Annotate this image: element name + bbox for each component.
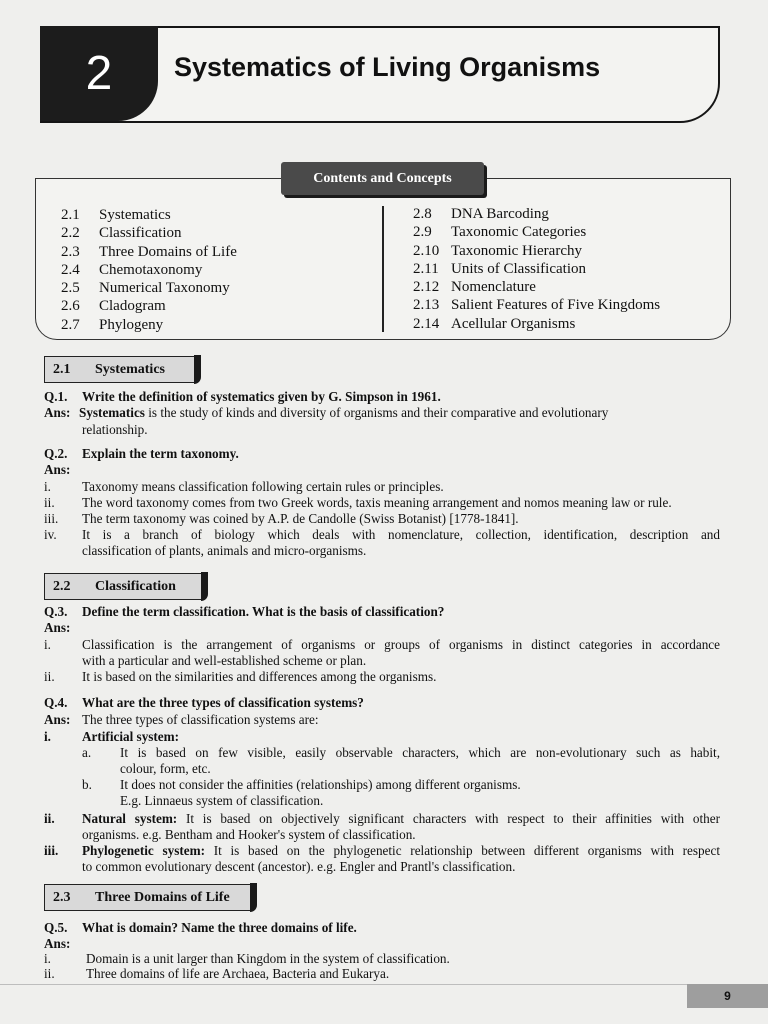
- list-item-cont: with a particular and well-established scheme or plan.: [82, 653, 367, 668]
- sub-item: It is based on few visible, easily observable characters, which are non-evolutionary such as habit,: [120, 745, 720, 760]
- list-num: iv.: [44, 527, 57, 542]
- list-num: iii.: [44, 843, 59, 858]
- natural-system-item-cont: organisms. e.g. Bentham and Hooker's system of classification.: [82, 827, 416, 842]
- section-heading-three-domains: 2.3 Three Domains of Life: [44, 884, 250, 911]
- list-num: ii.: [44, 495, 55, 510]
- contents-item[interactable]: 2.6 Cladogram: [61, 298, 166, 315]
- list-item: Domain is a unit larger than Kingdom in the system of classification.: [86, 951, 450, 966]
- list-num: iii.: [44, 511, 59, 526]
- contents-item[interactable]: 2.3 Three Domains of Life: [61, 243, 237, 260]
- list-num: ii.: [44, 966, 55, 981]
- section-heading-classification: 2.2 Classification: [44, 573, 201, 600]
- page-number: 9: [687, 984, 768, 1008]
- contents-item[interactable]: 2.5 Numerical Taxonomy: [61, 280, 230, 297]
- q2-ans-label: Ans:: [44, 462, 71, 477]
- phylogenetic-system-item: Phylogenetic system: It is based on the phylogenetic relationship between different organisms with respect: [82, 843, 720, 858]
- q5-label: Q.5.: [44, 920, 68, 935]
- q4-answer: The three types of classification systems are:: [82, 712, 319, 727]
- contents-left-list: [61, 206, 237, 334]
- sub-num: a.: [82, 745, 92, 760]
- list-item-cont: classification of plants, animals and micro-organisms.: [82, 543, 367, 558]
- natural-system-item: Natural system: It is based on objectively significant characters with respect to their affinities with other: [82, 811, 720, 826]
- contents-item[interactable]: 2.9 Taxonomic Categories: [413, 224, 587, 241]
- q3-question: Define the term classification. What is the basis of classification?: [82, 604, 445, 619]
- sub-item: It does not consider the affinities (relationships) among different organisms.: [120, 777, 521, 792]
- contents-item[interactable]: 2.1 Systematics: [61, 207, 171, 223]
- section-heading-systematics: 2.1 Systematics: [44, 356, 194, 383]
- list-num: i.: [44, 637, 51, 652]
- q1-answer-line2: relationship.: [82, 422, 148, 437]
- list-item: Classification is the arrangement of organisms or groups of organisms in distinct categories in accordance: [82, 637, 720, 652]
- list-item: It is based on the similarities and differences among the organisms.: [82, 669, 437, 684]
- q5-question: What is domain? Name the three domains of life.: [82, 920, 357, 935]
- list-item: The term taxonomy was coined by A.P. de Candolle (Swiss Botanist) [1778-1841].: [82, 511, 519, 526]
- contents-item[interactable]: 2.13 Salient Features of Five Kingdoms: [413, 297, 661, 314]
- chapter-number: 2: [40, 26, 158, 121]
- q1-answer: Systematics is the study of kinds and diversity of organisms and their comparative and evolutionary: [79, 405, 609, 420]
- list-num: i.: [44, 729, 51, 744]
- sub-item-cont: colour, form, etc.: [120, 761, 211, 776]
- list-num: ii.: [44, 811, 55, 826]
- q3-ans-label: Ans:: [44, 620, 71, 635]
- contents-item[interactable]: 2.8 DNA Barcoding: [413, 206, 549, 222]
- q1-ans-label: Ans:: [44, 405, 71, 420]
- footer-rule: [0, 984, 768, 985]
- list-num: i.: [44, 951, 51, 966]
- phylogenetic-system-item-cont: to common evolutionary descent (ancestor). e.g. Engler and Prantl's classification.: [82, 859, 516, 874]
- contents-item[interactable]: 2.11 Units of Classification: [413, 260, 586, 277]
- list-item: Three domains of life are Archaea, Bacteria and Eukarya.: [86, 966, 390, 981]
- list-num: ii.: [44, 669, 55, 684]
- chapter-title: Systematics of Living Organisms: [174, 52, 601, 82]
- q1-label: Q.1.: [44, 389, 68, 404]
- section-tab-cap: [250, 883, 257, 912]
- q4-label: Q.4.: [44, 695, 68, 710]
- q2-label: Q.2.: [44, 446, 68, 461]
- artificial-system-title: Artificial system:: [82, 729, 180, 744]
- list-item: Taxonomy means classification following certain rules or principles.: [82, 479, 444, 494]
- contents-item[interactable]: 2.4 Chemotaxonomy: [61, 261, 203, 278]
- contents-item[interactable]: 2.14 Acellular Organisms: [413, 315, 576, 332]
- contents-divider: [382, 206, 384, 332]
- sub-num: b.: [82, 777, 92, 792]
- section-tab-cap: [201, 572, 208, 601]
- contents-item[interactable]: 2.7 Phylogeny: [61, 316, 164, 333]
- contents-title: Contents and Concepts: [281, 162, 484, 195]
- contents-item[interactable]: 2.12 Nomenclature: [413, 279, 536, 296]
- q4-ans-label: Ans:: [44, 712, 71, 727]
- list-item: The word taxonomy comes from two Greek words, taxis meaning arrangement and nomos meaning law or rule.: [82, 495, 672, 510]
- contents-item[interactable]: 2.2 Classification: [61, 225, 182, 242]
- list-num: i.: [44, 479, 51, 494]
- sub-item-cont: E.g. Linnaeus system of classification.: [120, 793, 324, 808]
- q5-ans-label: Ans:: [44, 936, 71, 951]
- q1-question: Write the definition of systematics given by G. Simpson in 1961.: [82, 389, 441, 404]
- section-tab-cap: [194, 355, 201, 384]
- list-item: It is a branch of biology which deals with nomenclature, collection, identification, description and: [82, 527, 720, 542]
- q4-question: What are the three types of classification systems?: [82, 695, 364, 710]
- contents-right-list: [413, 205, 660, 333]
- q3-label: Q.3.: [44, 604, 68, 619]
- contents-item[interactable]: 2.10 Taxonomic Hierarchy: [413, 242, 582, 259]
- q2-question: Explain the term taxonomy.: [82, 446, 239, 461]
